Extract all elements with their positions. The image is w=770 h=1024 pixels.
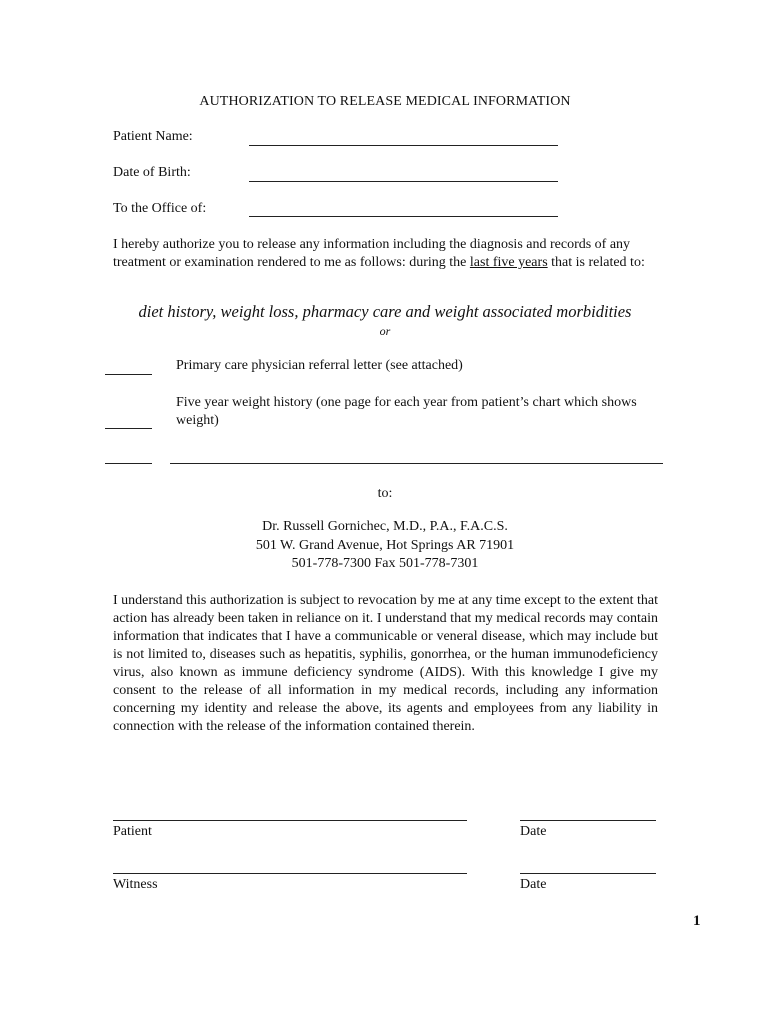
witness-date-line[interactable]	[520, 873, 656, 874]
authorization-underlined-period: last five years	[469, 255, 548, 270]
option-3-checkline[interactable]	[105, 463, 152, 464]
authorization-text-before: I hereby authorize you to release any information including the diagnosis and records of any treatment or examination rendered to me as follows: during the	[113, 237, 631, 270]
recipient-phone: 501-778-7300 Fax 501-778-7301	[291, 556, 479, 571]
release-categories: diet history, weight loss, pharmacy care and weight associated morbidities	[138, 302, 632, 321]
date-of-birth-field[interactable]	[249, 181, 558, 182]
page-number: 1	[693, 913, 701, 929]
authorization-paragraph	[113, 236, 661, 272]
office-field[interactable]	[249, 216, 558, 217]
option-1-label: Primary care physician referral letter (see attached)	[176, 358, 463, 373]
office-label: To the Office of:	[113, 201, 207, 216]
witness-signature-line[interactable]	[113, 873, 467, 874]
recipient-name: Dr. Russell Gornichec, M.D., P.A., F.A.C.S.	[262, 519, 508, 534]
recipient-address: 501 W. Grand Avenue, Hot Springs AR 71901	[255, 538, 515, 553]
patient-signature-label: Patient	[113, 824, 152, 839]
document-title: AUTHORIZATION TO RELEASE MEDICAL INFORMATION	[199, 94, 571, 109]
option-1-checkline[interactable]	[105, 374, 152, 375]
patient-name-label: Patient Name:	[113, 129, 193, 144]
witness-date-label: Date	[520, 877, 547, 892]
consent-paragraph: I understand this authorization is subject to revocation by me at any time except to the extent that action has already been taken in reliance on it. I understand that my medical records may contain information that indicates that I have a communicable or veneral disease, which may include but is not limited to, diseases such as hepatitis, syphilis, gonorrhea, or the human immunodeficiency virus, also known as immune deficiency syndrome (AIDS). With this knowledge I give my consent to the release of all information in my medical records, including any information concerning my identity and release the above, its agents and employees from any liability in connection with the release of the information contained therein.	[113, 593, 658, 734]
to-label: to:	[377, 486, 393, 501]
patient-date-line[interactable]	[520, 820, 656, 821]
witness-signature-label: Witness	[113, 877, 158, 892]
option-2-label: Five year weight history (one page for each year from patient’s chart which shows weight)	[176, 395, 637, 428]
patient-name-field[interactable]	[249, 145, 558, 146]
option-2-checkline[interactable]	[105, 428, 152, 429]
patient-date-label: Date	[520, 824, 547, 839]
date-of-birth-label: Date of Birth:	[113, 165, 191, 180]
patient-signature-line[interactable]	[113, 820, 467, 821]
or-label: or	[379, 324, 391, 338]
option-3-field[interactable]	[170, 463, 663, 464]
authorization-text-after: that is related to:	[547, 255, 645, 270]
